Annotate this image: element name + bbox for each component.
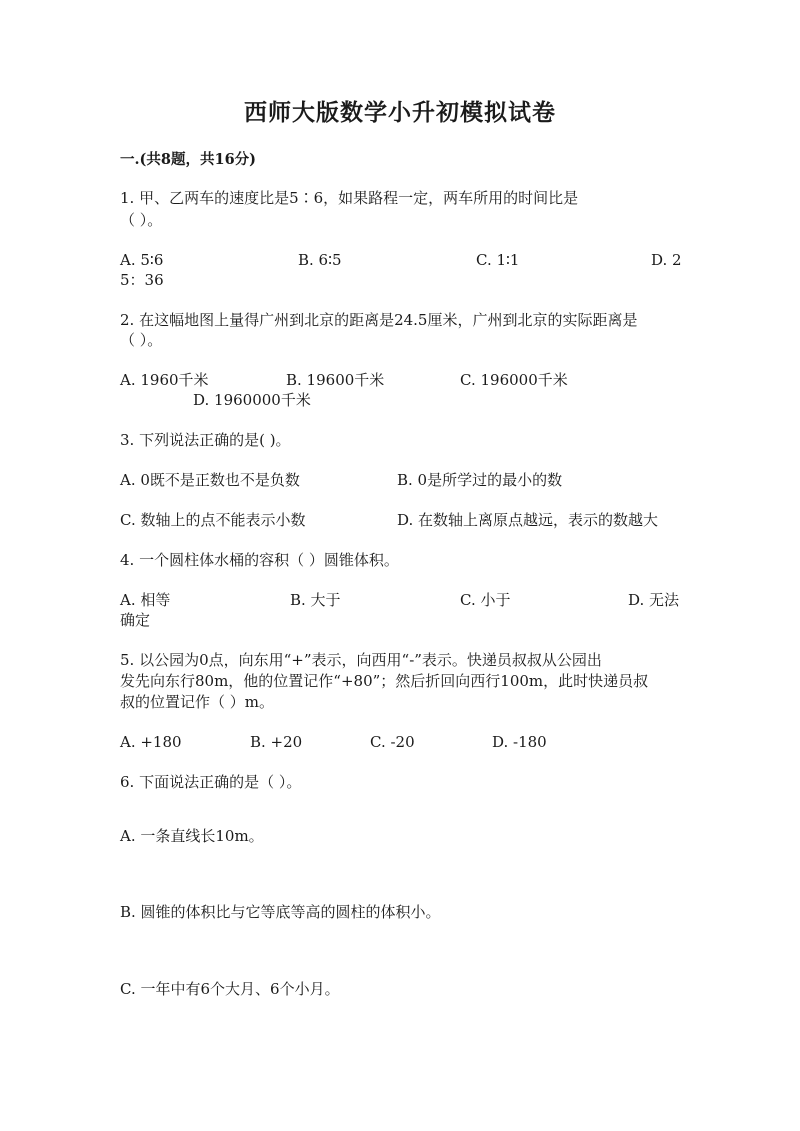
question-6-stem: 6. 下面说法正确的是（ ）。 (120, 773, 302, 791)
question-4-option-b[interactable]: B. 大于 (290, 591, 341, 609)
question-5-option-b[interactable]: B. +20 (250, 733, 303, 751)
question-4-option-d-wrap: 确定 (120, 611, 151, 629)
question-3-option-b[interactable]: B. 0是所学过的最小的数 (397, 471, 563, 489)
question-2-option-b[interactable]: B. 19600千米 (286, 371, 385, 389)
question-4-stem: 4. 一个圆柱体水桶的容积（ ）圆锥体积。 (120, 551, 399, 569)
question-1-option-b[interactable]: B. 6∶5 (298, 251, 342, 269)
question-3-stem: 3. 下列说法正确的是( )。 (120, 431, 291, 449)
question-5-stem-line-1: 5. 以公园为0点，向东用“+”表示，向西用“-”表示。快递员叔叔从公园出 (120, 651, 602, 669)
question-1-option-d-wrap: 5：36 (120, 271, 164, 289)
question-4-option-c[interactable]: C. 小于 (460, 591, 511, 609)
question-1-stem-line-1: 1. 甲、乙两车的速度比是5∶6，如果路程一定，两车所用的时间比是 (120, 189, 579, 207)
question-1-option-c[interactable]: C. 1∶1 (476, 251, 520, 269)
question-5-option-d[interactable]: D. -180 (492, 733, 547, 751)
question-5-option-a[interactable]: A. +180 (120, 733, 182, 751)
question-2-stem-line-2: （ ）。 (120, 331, 163, 349)
question-6-option-a[interactable]: A. 一条直线长10m。 (120, 827, 264, 845)
question-1-option-a[interactable]: A. 5∶6 (120, 251, 164, 269)
section-heading: 一.(共8题，共16分) (120, 151, 257, 168)
question-4-option-d[interactable]: D. 无法 (628, 591, 680, 609)
question-2-option-c[interactable]: C. 196000千米 (460, 371, 568, 389)
question-6-option-c[interactable]: C. 一年中有6个大月、6个小月。 (120, 980, 340, 998)
question-4-option-a[interactable]: A. 相等 (120, 591, 171, 609)
question-3-option-d[interactable]: D. 在数轴上离原点越远，表示的数越大 (397, 511, 659, 529)
question-2-option-d[interactable]: D. 1960000千米 (193, 391, 311, 409)
question-6-option-b[interactable]: B. 圆锥的体积比与它等底等高的圆柱的体积小。 (120, 903, 441, 921)
question-2-option-a[interactable]: A. 1960千米 (120, 371, 209, 389)
question-2-stem-line-1: 2. 在这幅地图上量得广州到北京的距离是24.5厘米，广州到北京的实际距离是 (120, 311, 638, 329)
page-title: 西师大版数学小升初模拟试卷 (244, 99, 556, 126)
question-5-stem-line-2: 发先向东行80m，他的位置记作“+80”；然后折回向西行100m，此时快递员叔 (120, 672, 649, 690)
question-5-option-c[interactable]: C. -20 (370, 733, 415, 751)
question-3-option-a[interactable]: A. 0既不是正数也不是负数 (120, 471, 300, 489)
question-1-stem-line-2: （ ）。 (120, 211, 163, 229)
question-1-option-d[interactable]: D. 2 (651, 251, 682, 269)
question-3-option-c[interactable]: C. 数轴上的点不能表示小数 (120, 511, 306, 529)
question-5-stem-line-3: 叔的位置记作（ ）m。 (120, 693, 274, 711)
